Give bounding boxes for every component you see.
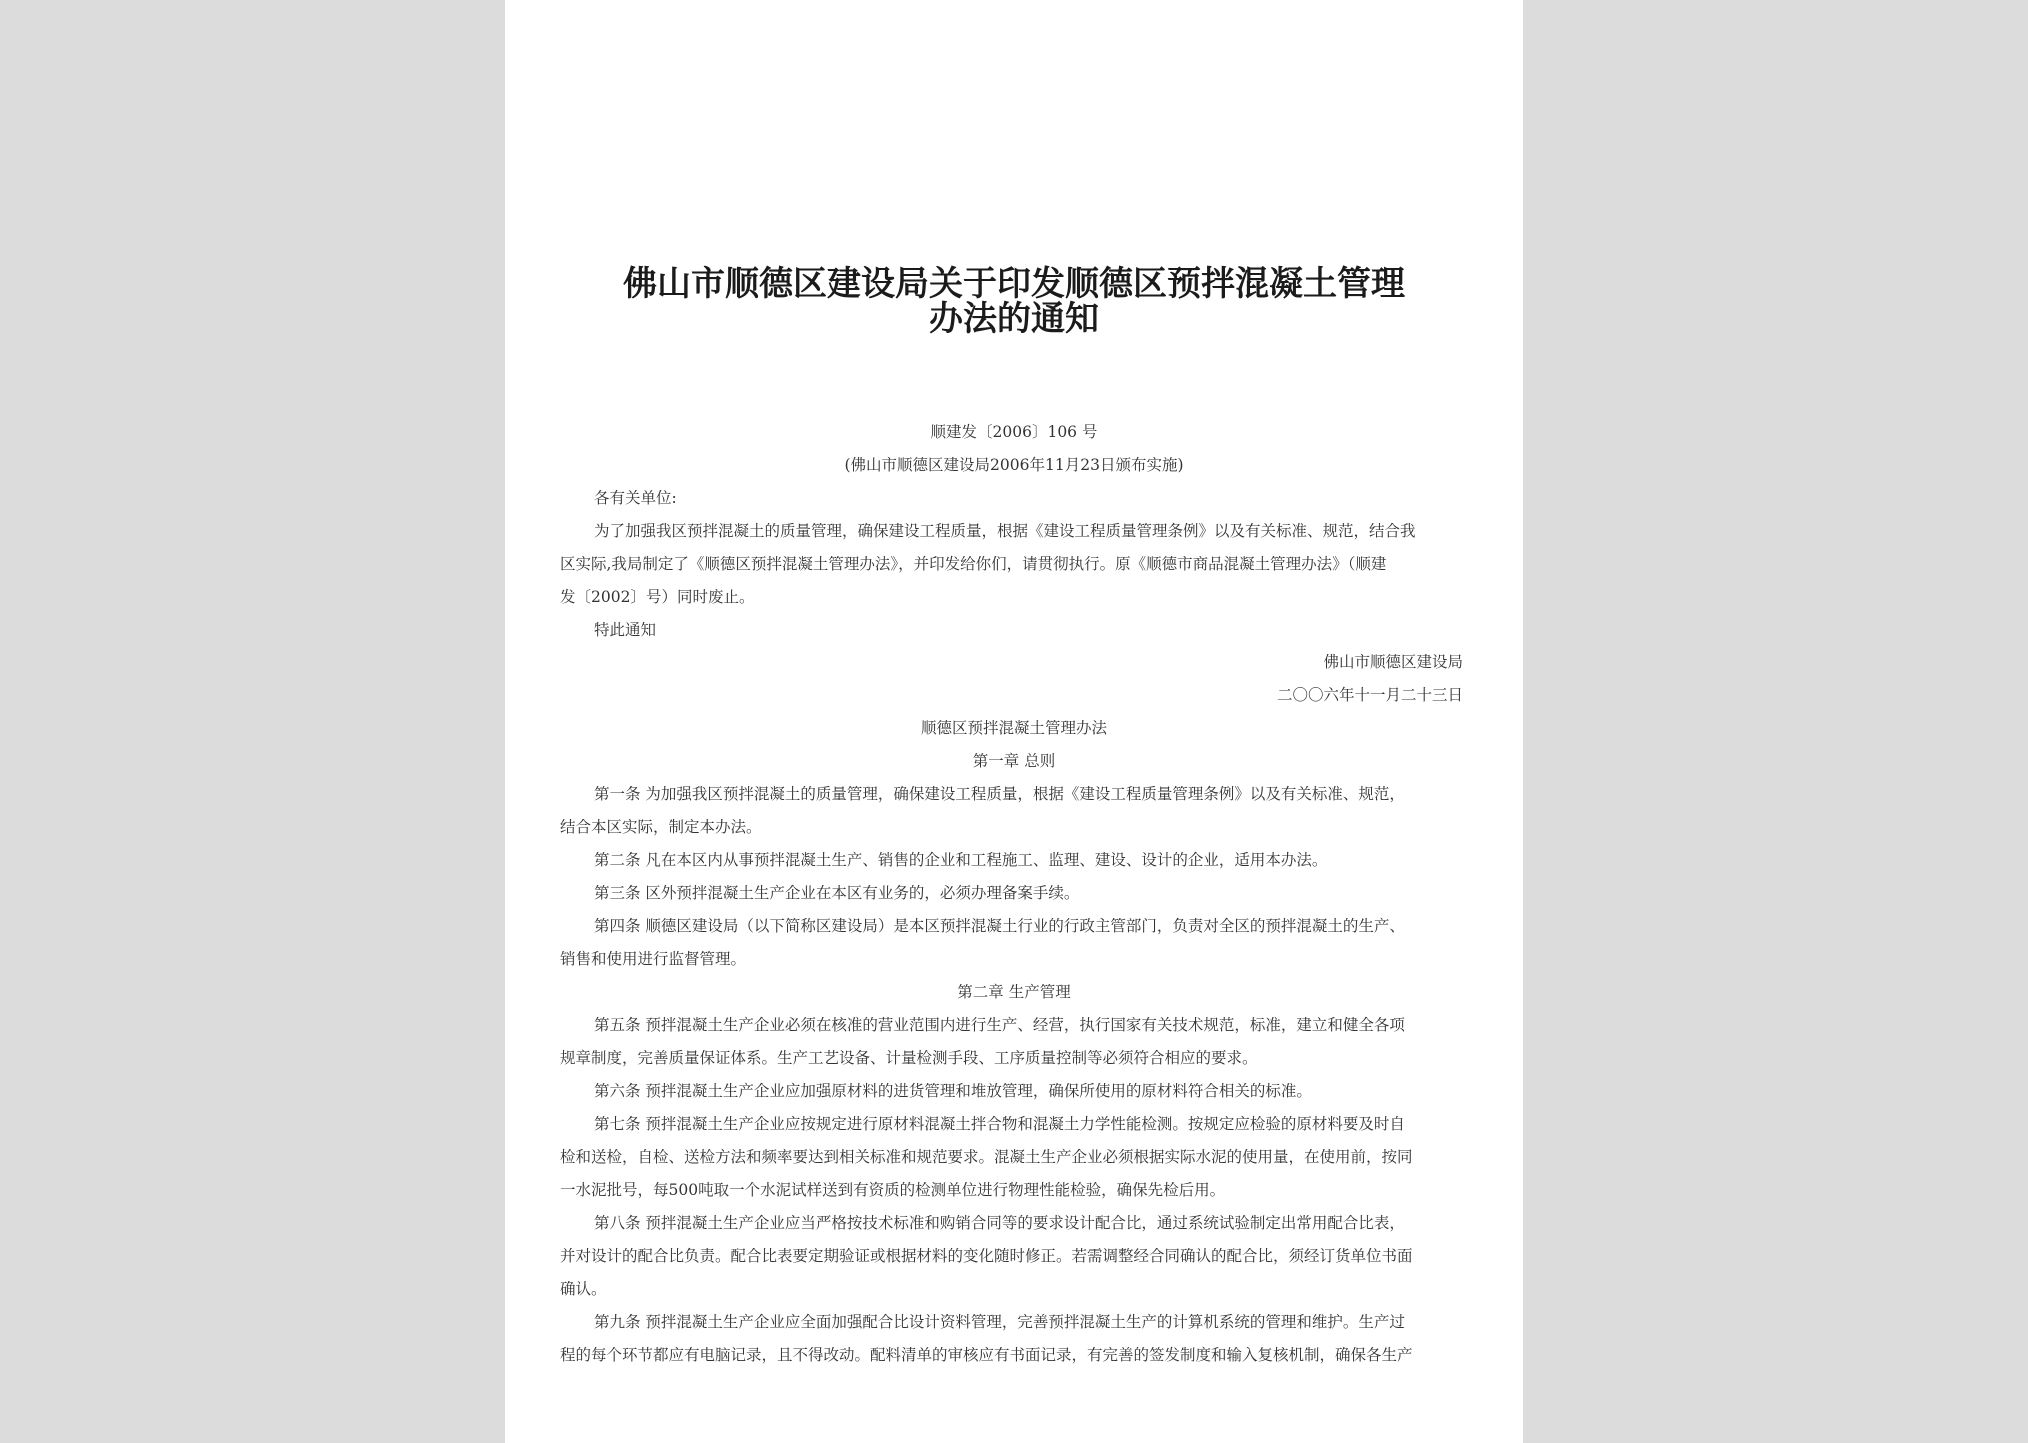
- closing-note: 特此通知: [594, 621, 657, 639]
- article-line: 第三条 区外预拌混凝土生产企业在本区有业务的，必须办理备案手续。: [594, 884, 1080, 902]
- article-line: 第八条 预拌混凝土生产企业应当严格按技术标准和购销合同等的要求设计配合比，通过系统试验制定出常用配合比表，: [594, 1214, 1405, 1232]
- article-line: 规章制度，完善质量保证体系。生产工艺设备、计量检测手段、工序质量控制等必须符合相应的要求。: [560, 1049, 1258, 1067]
- intro-line: 发〔2002〕号）同时废止。: [560, 588, 755, 606]
- chapter-heading: 第二章 生产管理: [957, 983, 1071, 1001]
- intro-line: 为了加强我区预拌混凝土的质量管理，确保建设工程质量，根据《建设工程质量管理条例》以及有关标准、规范，结合我: [594, 522, 1416, 540]
- article-line: 一水泥批号，每500吨取一个水泥试样送到有资质的检测单位进行物理性能检验，确保先检后用。: [560, 1181, 1226, 1199]
- document-page: [505, 0, 1523, 1443]
- article-line: 第九条 预拌混凝土生产企业应全面加强配合比设计资料管理，完善预拌混凝土生产的计算机系统的管理和维护。生产过: [594, 1313, 1405, 1331]
- chapter-heading: 第一章 总则: [972, 752, 1056, 770]
- article-line: 第一条 为加强我区预拌混凝土的质量管理，确保建设工程质量，根据《建设工程质量管理条例》以及有关标准、规范，: [594, 785, 1405, 803]
- issued-note: (佛山市顺德区建设局2006年11月23日颁布实施): [844, 456, 1184, 474]
- article-line: 销售和使用进行监督管理。: [560, 950, 747, 968]
- salutation: 各有关单位:: [594, 489, 677, 507]
- article-line: 第四条 顺德区建设局（以下简称区建设局）是本区预拌混凝土行业的行政主管部门，负责对全区的预拌混凝土的生产、: [594, 917, 1405, 935]
- article-line: 程的每个环节都应有电脑记录，且不得改动。配料清单的审核应有书面记录，有完善的签发制度和输入复核机制，确保各生产: [560, 1346, 1413, 1364]
- article-line: 结合本区实际，制定本办法。: [560, 818, 762, 836]
- measures-title: 顺德区预拌混凝土管理办法: [920, 719, 1107, 737]
- issue-date: 二〇〇六年十一月二十三日: [1276, 686, 1463, 704]
- article-line: 第五条 预拌混凝土生产企业必须在核准的营业范围内进行生产、经营，执行国家有关技术规范，标准，建立和健全各项: [594, 1016, 1405, 1034]
- article-line: 第二条 凡在本区内从事预拌混凝土生产、销售的企业和工程施工、监理、建设、设计的企业，适用本办法。: [594, 851, 1328, 869]
- article-line: 第七条 预拌混凝土生产企业应按规定进行原材料混凝土拌合物和混凝土力学性能检测。按规定应检验的原材料要及时自: [594, 1115, 1405, 1133]
- article-line: 确认。: [560, 1280, 607, 1298]
- article-line: 第六条 预拌混凝土生产企业应加强原材料的进货管理和堆放管理，确保所使用的原材料符合相关的标准。: [594, 1082, 1312, 1100]
- document-number: 顺建发〔2006〕106 号: [930, 423, 1098, 441]
- article-line: 并对设计的配合比负责。配合比表要定期验证或根据材料的变化随时修正。若需调整经合同确认的配合比，须经订货单位书面: [560, 1247, 1413, 1265]
- issuer-signature: 佛山市顺德区建设局: [1323, 653, 1463, 671]
- document-title-line1: 佛山市顺德区建设局关于印发顺德区预拌混凝土管理: [623, 264, 1405, 304]
- document-title-line2: 办法的通知: [929, 299, 1099, 339]
- article-line: 检和送检，自检、送检方法和频率要达到相关标准和规范要求。混凝土生产企业必须根据实际水泥的使用量，在使用前，按同: [560, 1148, 1413, 1166]
- intro-line: 区实际,我局制定了《顺德区预拌混凝土管理办法》，并印发给你们，请贯彻执行。原《顺德市商品混凝土管理办法》（顺建: [560, 555, 1387, 573]
